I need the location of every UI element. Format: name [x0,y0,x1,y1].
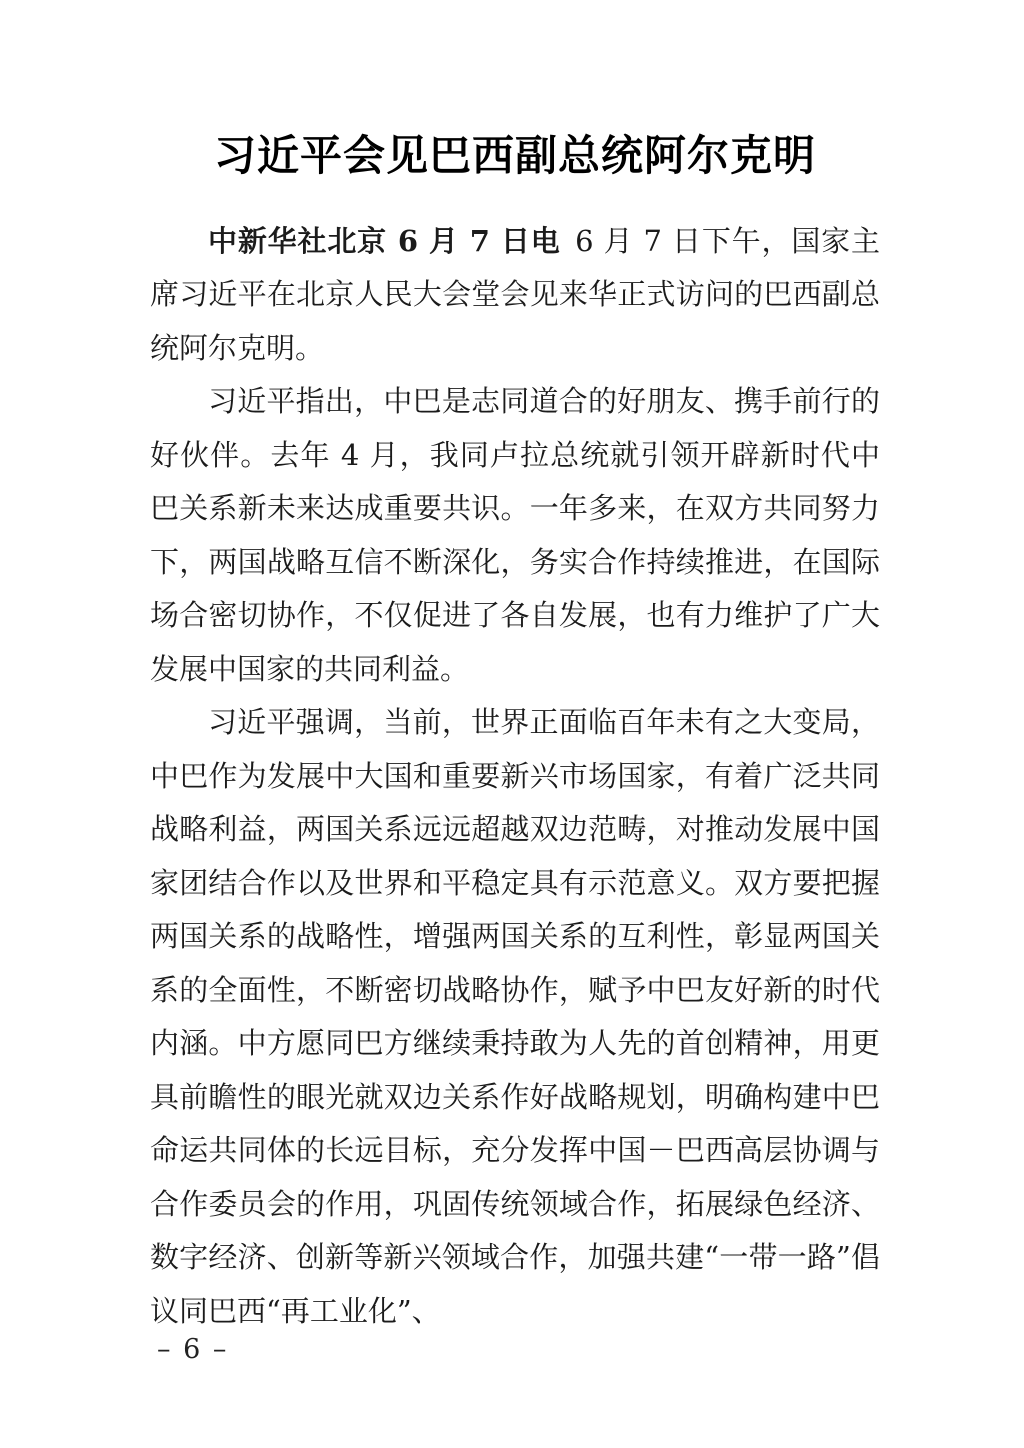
article-title: 习近平会见巴西副总统阿尔克明 [213,131,816,180]
dateline-bold: 中新华社北京 6 月 7 日电 [208,223,561,258]
paragraph-text: 6 月 7 日下午，国家主席习近平在北京人民大会堂会见来华正式访问的巴西副总统阿尔克明。 [150,223,880,365]
paragraph-dateline [150,215,880,376]
document-content [150,130,880,1338]
page-number: – 6 – [157,1334,229,1365]
paragraph: 习近平指出，中巴是志同道合的好朋友、携手前行的好伙伴。去年 4 月，我同卢拉总统就引领开辟新时代中巴关系新未来达成重要共识。一年多来，在双方共同努力下，两国战略互信不断深化，务实合作持续推进，在国际场合密切协作，不仅促进了各自发展，也有力维护了广大发展中国家的共同利益。 [150,384,880,686]
paragraph: 习近平强调，当前，世界正面临百年未有之大变局，中巴作为发展中大国和重要新兴市场国家，有着广泛共同战略利益，两国关系远远超越双边范畴，对推动发展中国家团结合作以及世界和平稳定具有示范意义。双方要把握两国关系的战略性，增强两国关系的互利性，彰显两国关系的全面性，不断密切战略协作，赋予中巴友好新的时代内涵。中方愿同巴方继续秉持敢为人先的首创精神，用更具前瞻性的眼光就双边关系作好战略规划，明确构建中巴命运共同体的长远目标，充分发挥中国－巴西高层协调与合作委员会的作用，巩固传统领域合作，拓展绿色经济、数字经济、创新等新兴领域合作，加强共建“一带一路”倡议同巴西“再工业化”、 [150,705,880,1328]
article-body [150,215,880,1339]
